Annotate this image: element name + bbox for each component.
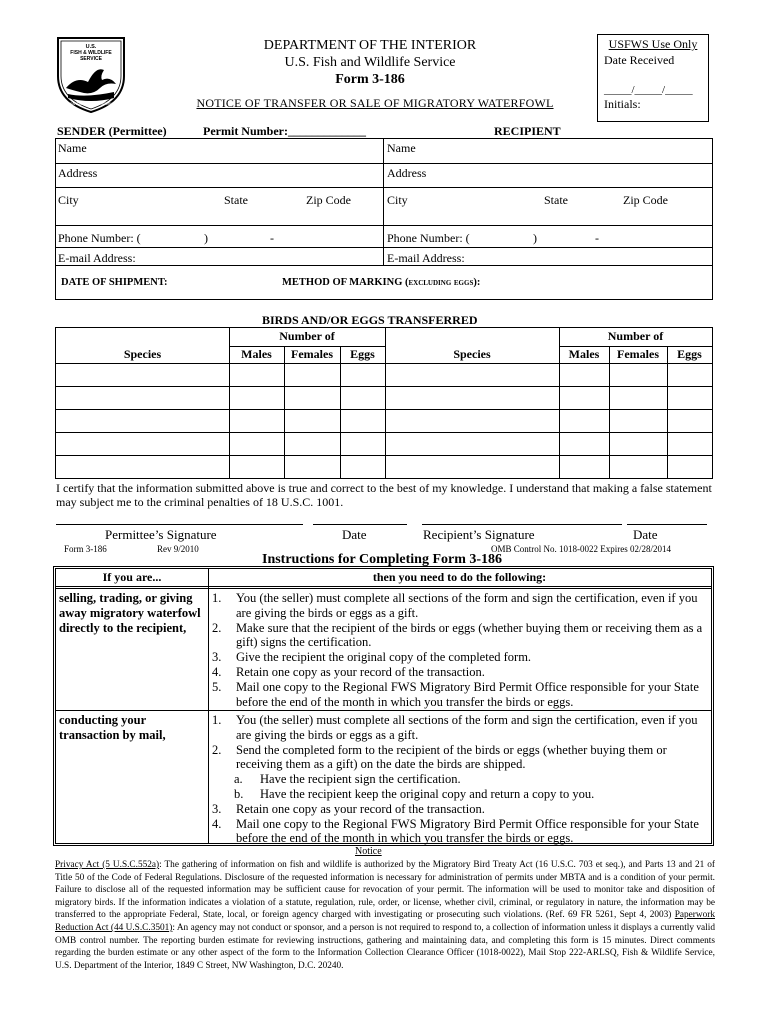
sender-heading: SENDER (Permittee)	[57, 124, 167, 138]
privacy-act-label: Privacy Act (5 U.S.C.552a)	[55, 860, 160, 870]
privacy-act-text: : The gathering of information on fish and wildlife is authorized by the Migratory Bird Treaty Act (16 U.S.C. 703 et seq.), and Parts 13 and 21 of Title 50 of the Code of Federal Regulations. Disclosure of the requested information is necessary for administration of permits under MBTA and is a condition of your permit. Failure to disclose all of the requested information may be sufficient cause for revocation of your permit. The information will be used to monitor take and disposition of migratory birds. If the information indicates a violation of a statute, regulation, rule, order, or license, whether civil, criminal, or regulatory in nature, the information may be transferred to the appropriate Federal, State, local, or foreign agency charged with investigating or prosecuting such violations. (Ref. 69 FR 5261, Sept 4, 2003)	[55, 860, 715, 921]
case1-step-4: 4. Retain one copy as your record of the transaction.	[212, 664, 485, 679]
sender-address-field[interactable]: Address	[58, 166, 98, 180]
males-header-left: Males	[241, 347, 272, 361]
case1-label: selling, trading, or giving away migratory waterfowl directly to the recipient,	[59, 591, 201, 635]
date-received-field[interactable]: _____/_____/_____	[604, 84, 693, 96]
notice-title: NOTICE OF TRANSFER OR SALE OF MIGRATORY WATERFOWL	[196, 96, 554, 110]
case2-step-3: 3. Retain one copy as your record of the transaction.	[212, 801, 485, 816]
case1-step-3: 3. Give the recipient the original copy of the completed form.	[212, 650, 532, 665]
recipient-heading: RECIPIENT	[494, 124, 561, 138]
recipient-zip-field[interactable]: Zip Code	[623, 193, 668, 207]
certification-text: I certify that the information submitted above is true and correct to the best of my knowledge. I understand that making a false statement may subject me to the criminal penalties of 18 U.S.C. 1001.	[56, 481, 712, 509]
initials-field[interactable]: Initials:	[604, 97, 641, 111]
sender-city-field[interactable]: City	[58, 193, 79, 207]
sender-recipient-table	[55, 138, 713, 300]
omb-control: OMB Control No. 1018-0022 Expires 02/28/2014	[491, 544, 671, 554]
recipient-phone-dash: -	[595, 231, 599, 245]
case2-step-1: 1. You (the seller) must complete all sections of the form and sign the certification, even if you are giving the birds or eggs as a gift.	[212, 713, 698, 742]
females-header-left: Females	[291, 347, 333, 361]
case1-step-1: 1. You (the seller) must complete all sections of the form and sign the certification, even if you are giving the birds or eggs as a gift.	[212, 591, 698, 620]
form-header	[200, 37, 540, 88]
sender-phone-field[interactable]: Phone Number: (	[58, 231, 141, 245]
paperwork-act-label: Paperwork Reduction Act (44 U.S.C.3501)	[55, 910, 715, 933]
form-rev: Rev 9/2010	[157, 544, 199, 554]
recipient-date-field[interactable]: Date	[633, 527, 658, 542]
notice-body	[55, 859, 715, 972]
recipient-address-field[interactable]: Address	[387, 166, 427, 180]
logo-line3: SERVICE	[80, 56, 102, 62]
instr-col1-header: If you are...	[102, 570, 162, 584]
permit-number-field[interactable]: Permit Number:_____________	[203, 124, 366, 138]
case1-step-2: 2. Make sure that the recipient of the birds or eggs (whether buying them or receiving them as a gift) signs the certification.	[212, 620, 703, 650]
case1-steps	[212, 591, 708, 709]
case2-steps	[212, 713, 708, 846]
sender-zip-field[interactable]: Zip Code	[306, 193, 351, 207]
birds-table-title: BIRDS AND/OR EGGS TRANSFERRED	[262, 313, 478, 327]
birds-eggs-table	[55, 327, 713, 479]
recipient-signature-field[interactable]: Recipient’s Signature	[423, 527, 535, 542]
case2-step-2b: b. Have the recipient keep the original copy and return a copy to you.	[234, 786, 595, 801]
paperwork-act-text: : An agency may not conduct or sponsor, and a person is not required to respond to, a collection of information unless it displays a currently valid OMB control number. The reporting burden estimate for reviewing instructions, gathering and maintaining data, and completing this form is 15 minutes. Direct comments regarding the burden estimate or any other aspect of the form to the Information Collection Clearance Officer (1018-0022), Mail Stop 222-ARLSQ, Fish & Wildlife Service, U.S. Department of the Interior, 1849 C Street, NW Washington, D.C. 20240.	[55, 922, 715, 971]
species-header-left: Species	[123, 347, 162, 361]
instructions-table	[53, 566, 714, 846]
case2-step-2a: a. Have the recipient sign the certification.	[234, 772, 461, 787]
permittee-signature-field[interactable]: Permittee’s Signature	[105, 527, 217, 542]
case1-step-5: 5. Mail one copy to the Regional FWS Migratory Bird Permit Office responsible for your State before the end of the month in which you transfer the birds or eggs.	[212, 679, 699, 709]
recipient-phone-close: )	[533, 231, 537, 245]
recipient-phone-field[interactable]: Phone Number: (	[387, 231, 470, 245]
sender-state-field[interactable]: State	[224, 193, 248, 207]
method-of-marking-field[interactable]: METHOD OF MARKING (excluding eggs):	[282, 277, 481, 288]
eggs-header-left: Eggs	[350, 347, 375, 361]
date-received-label: Date Received	[604, 53, 675, 67]
agency-name: U.S. Fish and Wildlife Service	[284, 55, 456, 70]
species-header-right: Species	[453, 347, 491, 361]
dept-name: DEPARTMENT OF THE INTERIOR	[263, 38, 477, 53]
males-header-right: Males	[568, 347, 600, 361]
date-of-shipment-field[interactable]: DATE OF SHIPMENT:	[61, 277, 168, 288]
case2-step-4: 4. Mail one copy to the Regional FWS Migratory Bird Permit Office responsible for your State before the end of the month in which you transfer the birds or eggs.	[212, 816, 699, 846]
notice-title: Notice	[355, 846, 382, 857]
recipient-email-field[interactable]: E-mail Address:	[387, 251, 465, 265]
number-of-header-left: Number of	[279, 329, 335, 343]
instructions-title: Instructions for Completing Form 3-186	[262, 552, 503, 567]
eggs-header-right: Eggs	[677, 347, 702, 361]
sender-email-field[interactable]: E-mail Address:	[58, 251, 136, 265]
logo-bottom: DEPARTMENT OF THE INTERIOR	[65, 102, 117, 106]
recipient-city-field[interactable]: City	[387, 193, 408, 207]
instr-col2-header: then you need to do the following:	[372, 570, 547, 584]
recipient-name-field[interactable]: Name	[387, 141, 416, 155]
usfws-use-only-title: USFWS Use Only	[608, 37, 698, 51]
usfws-use-only-box	[597, 34, 709, 122]
logo-line1: U.S.	[85, 44, 97, 50]
females-header-right: Females	[617, 347, 659, 361]
sender-phone-dash: -	[270, 231, 274, 245]
form-number: Form 3-186	[335, 72, 405, 87]
case2-step-2: 2. Send the completed form to the recipient of the birds or eggs (whether buying them or receiving them as a gift) on the date the birds are shipped.	[212, 742, 667, 772]
number-of-header-right: Number of	[607, 329, 664, 343]
sender-phone-close: )	[204, 231, 208, 245]
recipient-state-field[interactable]: State	[544, 193, 568, 207]
form-id: Form 3-186	[64, 544, 107, 554]
case2-label: conducting your transaction by mail,	[59, 713, 166, 742]
usfws-logo	[56, 36, 126, 114]
logo-line2: FISH & WILDLIFE	[70, 50, 112, 56]
sender-name-field[interactable]: Name	[58, 141, 87, 155]
permittee-date-field[interactable]: Date	[342, 527, 367, 542]
